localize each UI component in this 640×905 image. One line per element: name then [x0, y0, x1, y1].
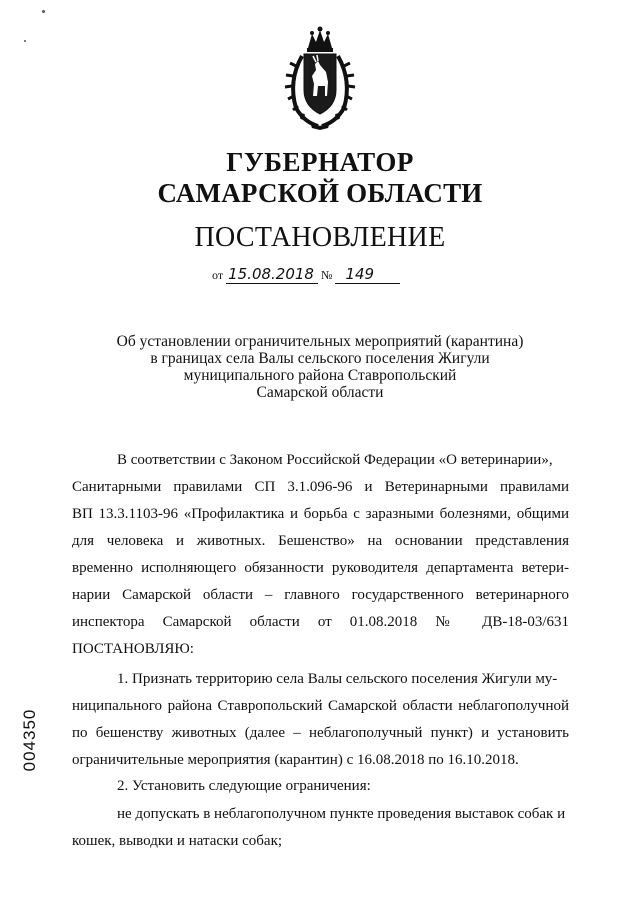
scan-speck [42, 10, 45, 13]
resolve-word: ПОСТАНОВЛЯЮ: [72, 641, 194, 657]
subject-line: муниципального района Ставропольский [183, 367, 457, 384]
number-prefix: № [320, 268, 333, 282]
preamble-line: инспектора Самарской области от 01.08.2018 № ДВ-18-03/631 [72, 614, 569, 630]
preamble-line: В соответствии с Законом Российской Федерации «О ветеринарии», [117, 452, 553, 468]
preamble-line: нарии Самарской области – главного государственного ветеринарного [72, 587, 569, 603]
document-date: 15.08.2018 [226, 265, 318, 284]
issuer-title-line1: ГУБЕРНАТОР [226, 147, 414, 177]
item2-line: не допускать в неблагополучном пункте проведения выставок собак и [117, 806, 566, 822]
preamble-line: ВП 13.3.1103-96 «Профилактика и борьба с заразными болезнями, общими [72, 506, 569, 522]
date-number-line [212, 265, 400, 284]
preamble-line: Санитарными правилами СП 3.1.096-96 и Ветеринарными правилами [72, 479, 569, 495]
preamble-line: для человека и животных. Бешенство» на основании представления [72, 533, 569, 549]
item1-line: 1. Признать территорию села Валы сельского поселения Жигули му- [117, 671, 558, 687]
document-type: ПОСТАНОВЛЕНИЕ [194, 222, 446, 253]
coat-of-arms-icon [282, 26, 358, 130]
document-subject [0, 333, 640, 401]
subject-line: Самарской области [256, 384, 384, 401]
date-prefix: от [212, 268, 224, 282]
document-number: 149 [335, 265, 400, 284]
scan-speck [24, 40, 26, 42]
item1-line: по бешенству животных (далее – неблагополучный пункт) и установить [72, 725, 569, 741]
margin-stamp-number: 004350 [20, 708, 39, 772]
item2-heading: 2. Установить следующие ограничения: [117, 778, 371, 794]
issuer-title-line2: САМАРСКОЙ ОБЛАСТИ [157, 178, 483, 208]
item2-line: кошек, выводки и натаски собак; [72, 833, 283, 849]
subject-line: в границах села Валы сельского поселения Жигули [150, 350, 490, 367]
item1-line: ниципального района Ставропольский Самарской области неблагополучной [72, 698, 569, 714]
preamble-line: временно исполняющего обязанности руководителя департамента ветери- [72, 560, 569, 576]
subject-line: Об установлении ограничительных мероприятий (карантина) [116, 333, 524, 350]
item1-line: ограничительные мероприятия (карантин) с 16.08.2018 по 16.10.2018. [72, 752, 519, 768]
